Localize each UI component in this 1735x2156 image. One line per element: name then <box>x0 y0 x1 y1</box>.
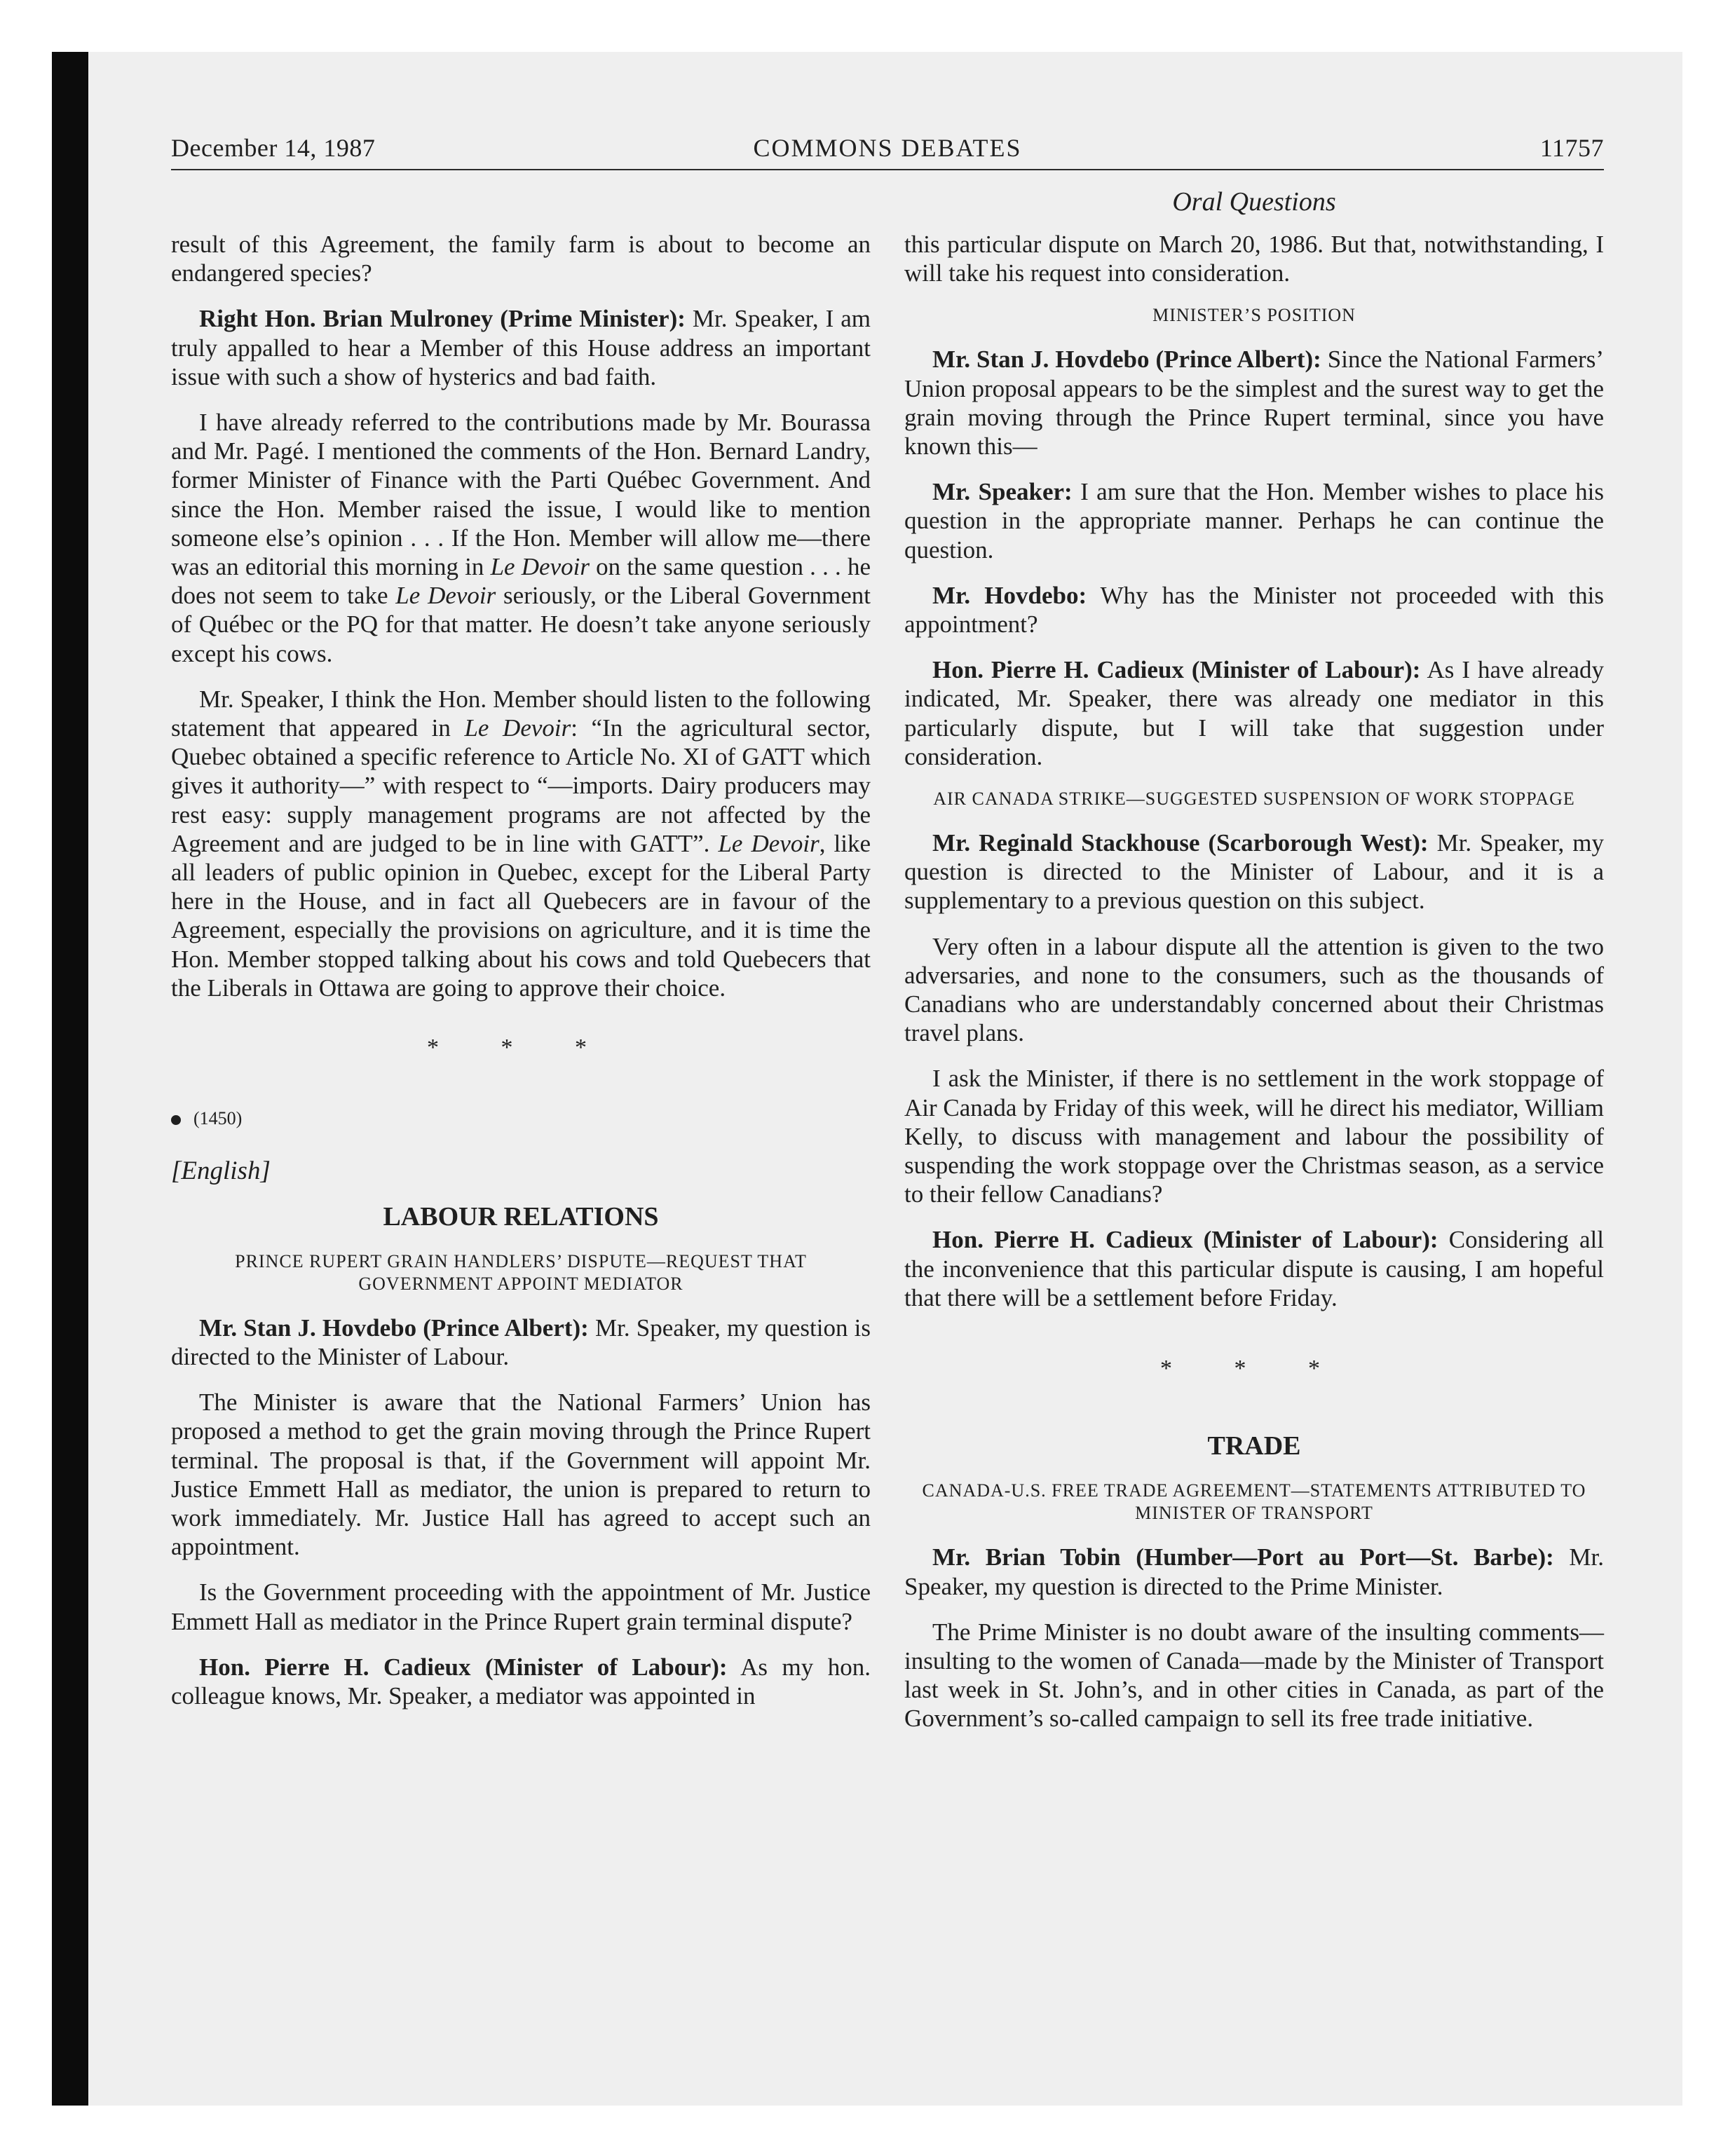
bullet-icon <box>171 1115 181 1125</box>
speaker-name: Mr. Stan J. Hovdebo (Prince Albert): <box>199 1314 589 1342</box>
paragraph <box>904 581 1604 639</box>
paragraph <box>904 345 1604 460</box>
speaker-name: Hon. Pierre H. Cadieux (Minister of Labour): <box>932 656 1421 684</box>
publication-title: Le Devoir <box>464 714 571 742</box>
section-heading: TRADE <box>1207 1431 1301 1461</box>
speech-text: I am sure that the Hon. Member wishes to place his question in the appropriate manner. Perhaps he can continue the question. <box>904 478 1605 564</box>
speaker-name: Mr. Reginald Stackhouse (Scarborough West): <box>932 829 1429 857</box>
right-column <box>904 230 1604 1750</box>
speech-text: , like all leaders of public opinion in Quebec, except for the Liberal Party here in the House, and in fact all Quebecers are in favour of the Agreement, especially the provisions on agriculture, and it is time the Hon. Member stopped talking about his cows and told Quebecers that the Liberals in Ottawa are going to approve their choice. <box>171 829 871 1002</box>
paragraph <box>171 1314 871 1371</box>
speaker-name: Mr. Speaker: <box>932 478 1073 506</box>
speech-text: As I have already indicated, Mr. Speaker, there was already one mediator in this particularly dispute, but I will take that suggestion under consideration. <box>904 656 1604 770</box>
time-marker-text: (1450) <box>193 1108 243 1129</box>
speaker-name: Mr. Stan J. Hovdebo (Prince Albert): <box>932 346 1321 374</box>
speech-text: Mr. Speaker, I am truly appalled to hear a Member of this House address an important issue with such a show of hysterics and bad faith. <box>171 305 871 390</box>
header-rule <box>171 169 1604 170</box>
paragraph <box>904 655 1604 771</box>
paragraph: this particular dispute on March 20, 1986. But that, notwithstanding, I will take his request into consideration. <box>904 231 1604 287</box>
paragraph <box>171 685 871 1002</box>
paragraph: The Prime Minister is no doubt aware of the insulting comments—insulting to the women of Canada—made by the Minister of Transport last week in St. John’s, and in other cities in Canada, as part of the Government’s so-called campaign to sell its free trade initiative. <box>904 1618 1604 1733</box>
speech-text: Why has the Minister not proceeded with this appointment? <box>904 581 1605 639</box>
paragraph <box>904 1543 1604 1600</box>
speaker-name: Right Hon. Brian Mulroney (Prime Minister): <box>199 305 686 333</box>
header-date: December 14, 1987 <box>171 134 376 162</box>
speaker-name: Hon. Pierre H. Cadieux (Minister of Labour): <box>932 1226 1438 1254</box>
speaker-name: Mr. Brian Tobin (Humber—Port au Port—St. Barbe): <box>932 1543 1554 1571</box>
speech-text: Mr. Speaker, my question is directed to the Minister of Labour. <box>171 1314 871 1370</box>
speech-text: Mr. Speaker, my question is directed to the Prime Minister. <box>904 1543 1604 1600</box>
paragraph: I ask the Minister, if there is no settlement in the work stoppage of Air Canada by Friday of this week, will he direct his mediator, William Kelly, to discuss with management and labour the possibility of suspending the work stoppage over the Christmas season, as a service to their fellow Canadians? <box>904 1065 1604 1208</box>
speech-text: I have already referred to the contributions made by Mr. Bourassa and Mr. Pagé. I mentioned the comments of the Hon. Bernard Landry, former Minister of Finance with the Parti Québec Government. And since the Hon. Member raised the issue, I would like to mention someone else’s opinion . . . If the Hon. Member will allow me—there was an editorial this morning in <box>171 409 871 581</box>
paragraph <box>171 304 871 391</box>
subheading: MINISTER’S POSITION <box>1152 305 1356 326</box>
page-header <box>171 133 1604 171</box>
speech-text: Since the National Farmers’ Union proposal appears to be the simplest and the surest way to get the grain moving through the Prince Rupert terminal, since you have known this— <box>904 346 1604 460</box>
paragraph <box>904 477 1604 564</box>
paragraph: result of this Agreement, the family farm is about to become an endangered species? <box>171 231 871 287</box>
speech-text: Mr. Speaker, my question is directed to the Minister of Labour, and it is a supplementary to a previous question on this subject. <box>904 829 1604 915</box>
section-heading: LABOUR RELATIONS <box>383 1201 659 1231</box>
paragraph: Very often in a labour dispute all the attention is given to the two adversaries, and none to the consumers, such as the thousands of Canadians who are understandably concerned about their Christmas travel plans. <box>904 932 1604 1047</box>
section-separator: * * * <box>427 1035 615 1061</box>
paragraph <box>171 408 871 668</box>
speech-text: on the same question . . . he does not seem to take <box>171 553 871 610</box>
subheading: PRINCE RUPERT GRAIN HANDLERS’ DISPUTE—REQUEST THAT GOVERNMENT APPOINT MEDIATOR <box>235 1250 807 1294</box>
left-column <box>171 230 871 1727</box>
scan-black-edge <box>52 52 88 2106</box>
speech-text: As my hon. colleague knows, Mr. Speaker, a mediator was appointed in <box>171 1653 871 1710</box>
language-marker: [English] <box>171 1157 271 1186</box>
speech-text: : “In the agricultural sector, Quebec obtained a specific reference to Article No. XI of GATT which gives it authority—” with respect to “—imports. Dairy producers may rest easy: supply management programs are not affected by the Agreement and are judged to be in line with GATT”. <box>171 714 871 857</box>
speaker-name: Hon. Pierre H. Cadieux (Minister of Labour): <box>199 1653 728 1681</box>
speech-text: Considering all the inconvenience that this particular dispute is causing, I am hopeful that there will be a settlement before Friday. <box>904 1226 1604 1311</box>
paragraph: Is the Government proceeding with the appointment of Mr. Justice Emmett Hall as mediator in the Prince Rupert grain terminal dispute? <box>171 1578 871 1635</box>
speaker-name: Mr. Hovdebo: <box>932 581 1087 609</box>
speech-text: Mr. Speaker, I think the Hon. Member should listen to the following statement that appeared in <box>171 685 871 742</box>
header-page-number: 11757 <box>1539 134 1604 162</box>
publication-title: Le Devoir <box>395 582 496 610</box>
section-separator: * * * <box>1160 1356 1348 1382</box>
subheading: AIR CANADA STRIKE—SUGGESTED SUSPENSION OF WORK STOPPAGE <box>933 789 1575 810</box>
paragraph <box>904 1225 1604 1312</box>
publication-title: Le Devoir <box>490 553 590 581</box>
running-head: Oral Questions <box>1172 187 1336 217</box>
speech-text: seriously, or the Liberal Government of Québec or the PQ for that matter. He doesn’t take anyone seriously except his cows. <box>171 582 871 667</box>
paragraph <box>171 1653 871 1710</box>
paragraph: The Minister is aware that the National Farmers’ Union has proposed a method to get the grain moving through the Prince Rupert terminal. The proposal is that, if the Government will appoint Mr. Justice Emmett Hall as mediator, the union is prepared to return to work immediately. Mr. Justice Hall has agreed to accept such an appointment. <box>171 1389 871 1561</box>
paragraph <box>904 828 1604 915</box>
time-marker <box>171 1104 871 1133</box>
subheading: CANADA-U.S. FREE TRADE AGREEMENT—STATEMENTS ATTRIBUTED TO MINISTER OF TRANSPORT <box>922 1480 1586 1524</box>
header-title: COMMONS DEBATES <box>753 134 1022 162</box>
publication-title: Le Devoir <box>718 829 819 857</box>
